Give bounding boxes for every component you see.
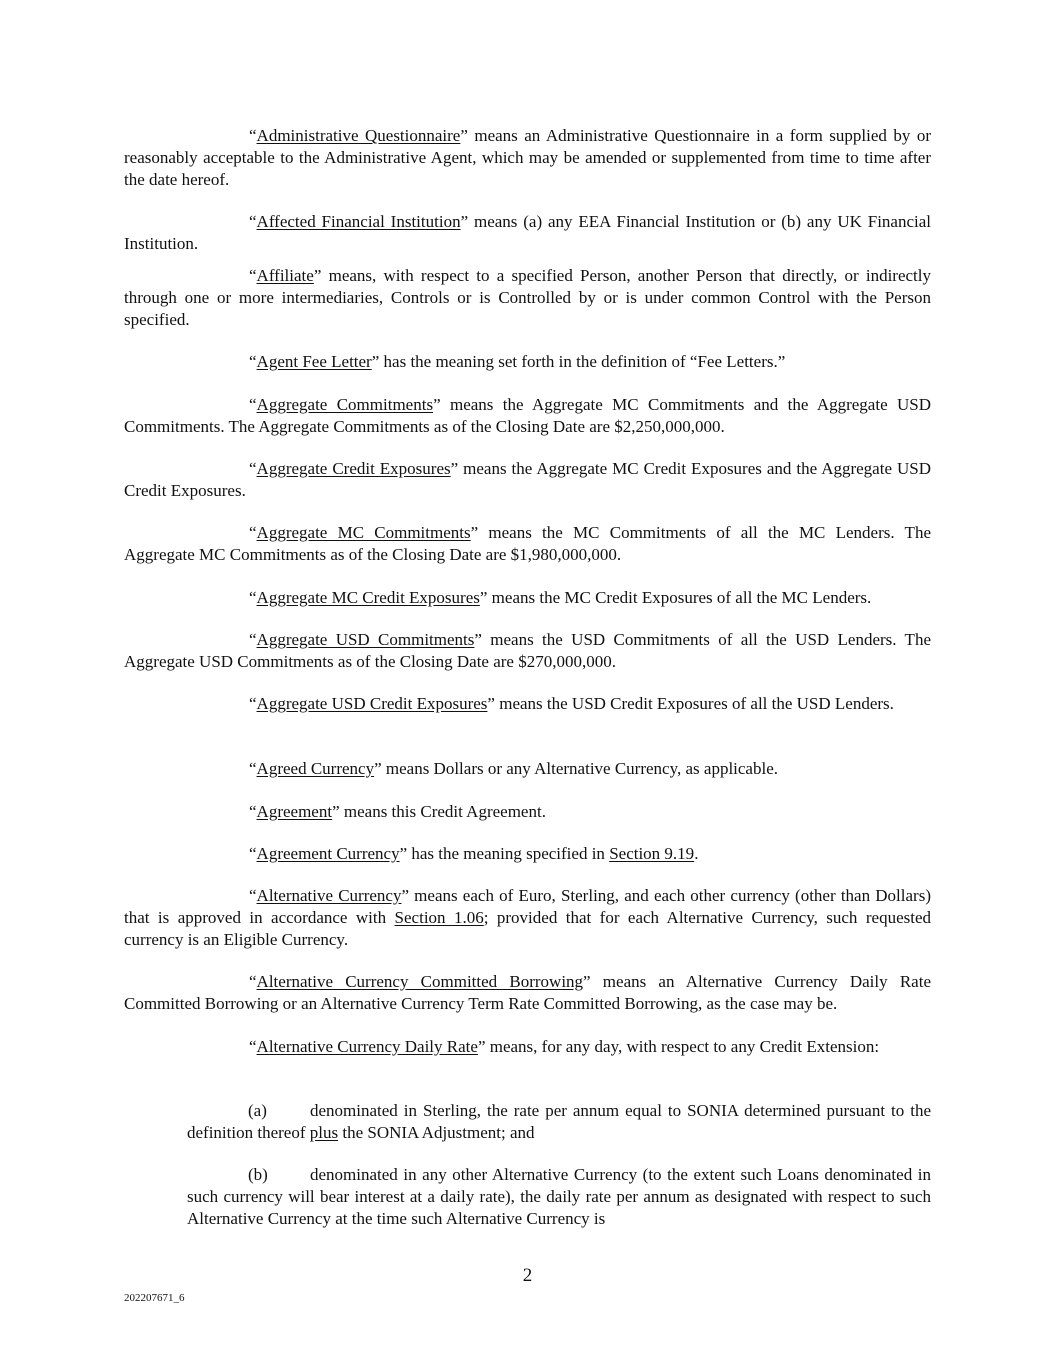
definition-aggregate-mc-credit-exposures: “Aggregate MC Credit Exposures” means the MC Credit Exposures of all the MC Lenders.: [249, 588, 872, 607]
defined-term: Aggregate MC Credit Exposures: [256, 588, 480, 607]
definition-text: ” means the MC Credit Exposures of all the MC Lenders.: [479, 588, 872, 607]
definition-agent-fee-letter: “Agent Fee Letter” has the meaning set forth in the definition of “Fee Letters.”: [249, 352, 786, 371]
defined-term: Agreement Currency: [256, 844, 400, 863]
defined-term: Administrative Questionnaire: [256, 126, 461, 145]
definition-text: ” means this Credit Agreement.: [332, 802, 546, 821]
subclause-text: denominated in Sterling, the rate per annum equal to SONIA determined pursuant to the definition thereof: [187, 1101, 931, 1142]
definition-affiliate: “Affiliate” means, with respect to a specified Person, another Person that directly, or indirectly through one or more intermediaries, Controls or is Controlled by or is under common Control with the Person specified.: [124, 266, 931, 329]
definition-text: ” means the Aggregate MC Commitments and the Aggregate USD Commitments. The Aggregate Commitments as of the Closing Date are $2,250,000,000.: [124, 395, 932, 436]
subclause-label: (b): [248, 1165, 268, 1184]
definition-text: ” means, for any day, with respect to any Credit Extension:: [477, 1037, 880, 1056]
defined-term: Alternative Currency Committed Borrowing: [256, 972, 584, 991]
definition-text: ” means (a) any EEA Financial Institution or (b) any UK Financial Institution.: [124, 212, 931, 253]
section-reference: Section 9.19: [609, 844, 695, 863]
definition-aggregate-credit-exposures: “Aggregate Credit Exposures” means the Aggregate MC Credit Exposures and the Aggregate USD Credit Exposures.: [124, 459, 931, 500]
subclause-text-tail: the SONIA Adjustment; and: [338, 1123, 535, 1142]
defined-term: Aggregate Commitments: [256, 395, 434, 414]
defined-term: Aggregate USD Credit Exposures: [256, 694, 488, 713]
definition-text: ” means each of Euro, Sterling, and each other currency (other than Dollars) that is approved in accordance with: [124, 886, 931, 927]
definition-text: ” has the meaning set forth in the definition of “Fee Letters.”: [371, 352, 786, 371]
definition-text-tail: ; provided that for each Alternative Currency, such requested currency is an Eligible Currency.: [124, 908, 932, 949]
subclause-label: (a): [248, 1101, 267, 1120]
definition-alternative-currency-committed-borrowing: “Alternative Currency Committed Borrowing” means an Alternative Currency Daily Rate Committed Borrowing or an Alternative Currency Term Rate Committed Borrowing, as the case may be.: [124, 972, 931, 1013]
defined-term: Agreement: [256, 802, 333, 821]
defined-term: Aggregate MC Commitments: [256, 523, 471, 542]
definition-alternative-currency-daily-rate: “Alternative Currency Daily Rate” means, for any day, with respect to any Credit Extension:: [249, 1037, 880, 1056]
definition-aggregate-mc-commitments: “Aggregate MC Commitments” means the MC Commitments of all the MC Lenders. The Aggregate MC Commitments as of the Closing Date are $1,980,000,000.: [124, 523, 931, 564]
defined-term: Alternative Currency Daily Rate: [256, 1037, 478, 1056]
subclause-a: [187, 1100, 931, 1144]
definition-text: ” means the Aggregate MC Credit Exposures and the Aggregate USD Credit Exposures.: [124, 459, 931, 500]
defined-term: Aggregate Credit Exposures: [256, 459, 451, 478]
definition-affected-financial-institution: “Affected Financial Institution” means (a) any EEA Financial Institution or (b) any UK Financial Institution.: [124, 212, 931, 253]
definition-text: ” means the USD Credit Exposures of all the USD Lenders.: [487, 694, 894, 713]
definition-text: ” means, with respect to a specified Person, another Person that directly, or indirectly through one or more intermediaries, Controls or is Controlled by or is under common Control with the Person specified.: [124, 266, 931, 329]
defined-term: Affiliate: [256, 266, 314, 285]
defined-term: Affected Financial Institution: [256, 212, 461, 231]
page-number: 2: [522, 1265, 533, 1286]
definition-aggregate-commitments: “Aggregate Commitments” means the Aggregate MC Commitments and the Aggregate USD Commitments. The Aggregate Commitments as of the Closing Date are $2,250,000,000.: [124, 395, 932, 436]
definition-administrative-questionnaire: “Administrative Questionnaire” means an Administrative Questionnaire in a form supplied by or reasonably acceptable to the Administrative Agent, which may be amended or supplemented from time to time after the date hereof.: [124, 126, 931, 189]
emphasis-term: plus: [309, 1123, 339, 1142]
definition-agreement-currency: “Agreement Currency” has the meaning specified in Section 9.19.: [249, 844, 699, 863]
subclause-text: denominated in any other Alternative Currency (to the extent such Loans denominated in such currency will bear interest at a daily rate), the daily rate per annum as designated with respect to such Alternative Currency at the time such Alternative Currency is: [187, 1165, 931, 1228]
defined-term: Alternative Currency: [256, 886, 402, 905]
section-reference: Section 1.06: [394, 908, 484, 927]
definition-agreed-currency: “Agreed Currency” means Dollars or any Alternative Currency, as applicable.: [249, 759, 778, 778]
defined-term: Agent Fee Letter: [256, 352, 372, 371]
definition-aggregate-usd-commitments: “Aggregate USD Commitments” means the USD Commitments of all the USD Lenders. The Aggregate USD Commitments as of the Closing Date are $270,000,000.: [124, 630, 931, 671]
definition-agreement: “Agreement” means this Credit Agreement.: [249, 802, 546, 821]
defined-term: Aggregate USD Commitments: [256, 630, 475, 649]
subclause-b: [187, 1164, 931, 1230]
definition-text: ” means an Alternative Currency Daily Rate Committed Borrowing or an Alternative Currency Term Rate Committed Borrowing, as the case may be.: [124, 972, 931, 1013]
definition-text: ” means Dollars or any Alternative Currency, as applicable.: [374, 759, 778, 778]
document-id: 202207671_6: [124, 1292, 185, 1304]
definition-text: ” means the MC Commitments of all the MC Lenders. The Aggregate MC Commitments as of the Closing Date are $1,980,000,000.: [124, 523, 931, 564]
definition-alternative-currency: “Alternative Currency” means each of Euro, Sterling, and each other currency (other than Dollars) that is approved in accordance with Section 1.06; provided that for each Alternative Currency, such requested currency is an Eligible Currency.: [124, 886, 932, 949]
definition-text: ” has the meaning specified in: [399, 844, 610, 863]
defined-term: Agreed Currency: [256, 759, 375, 778]
definition-text: ” means the USD Commitments of all the USD Lenders. The Aggregate USD Commitments as of the Closing Date are $270,000,000.: [124, 630, 931, 671]
definition-aggregate-usd-credit-exposures: “Aggregate USD Credit Exposures” means the USD Credit Exposures of all the USD Lenders.: [249, 694, 894, 713]
definition-text-tail: .: [694, 844, 699, 863]
definition-text: ” means an Administrative Questionnaire in a form supplied by or reasonably acceptable to the Administrative Agent, which may be amended or supplemented from time to time after the date hereof.: [124, 126, 931, 189]
